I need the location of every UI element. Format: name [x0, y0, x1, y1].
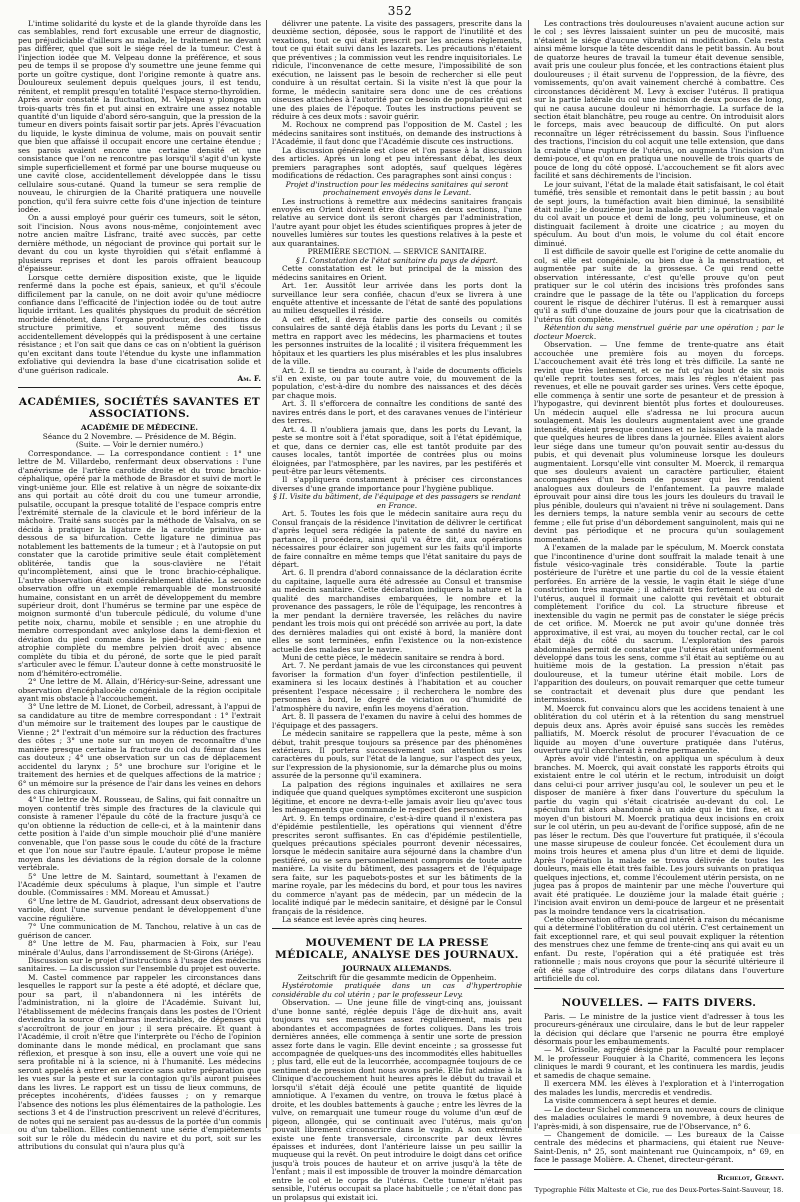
article-paragraph: A l'examen de la malade par le spéculum, M. Moerck constata que l'incontinence d'urine dont souffrait la malade tenait à une fistule vésico-vaginale très considérable. Toute la partie postérieure de l'urètre et une partie du col de la vessie étaient perforées. En arrière de la vessie, le vagin était le siége d'une constriction très marquée ; il adhérait très fortement au col de l'utérus, auquel il formait une calotte qui revêtait et obturait complètement l'orifice du col. La structure fibreuse et inextensible du vagin ne permit pas de constater le siége précis de cet orifice. M. Moerck ne put avoir qu'une donnée très approximative, il est vrai, au moyen du toucher rectal, car le col était déjà du côté du sacrum. L'exploration des parois abdominales permit de constater que l'utérus était uniformément développé dans tous les sens, comme s'il était au septième ou au huitième mois de la gestation. La pression n'était pas douloureuse, et la tumeur utérine était mobile. Lors de l'apparition des douleurs, on pouvait remarquer que cette tumeur se contractait et devenait plus dure que pendant les intermissions. — [534, 543, 784, 705]
news-item: — M. Grisolle, agrégé désigné par la Faculté pour remplacer M. le professeur Fouquier à la Charité, commencera les leçons cliniques le mardi 9 courant, et les continuera les mardis, jeudis et samedis de chaque semaine. — [534, 1045, 784, 1080]
footer-divider — [534, 1169, 784, 1170]
article-paragraph: Art. 5. Toutes les fois que le médecin sanitaire aura reçu du Consul français de la résidence l'invitation de délivrer le certificat d'après lequel sera rédigée la patente de santé du navire en partance, il procédera, ainsi qu'il va être dit, aux opérations nécessaires pour éclairer son jugement sur les faits qu'il importe de faire connaître en même temps que l'état sanitaire du pays de départ. — [272, 509, 522, 569]
article-title: Hystérotomie pratiquée dans un cas d'hypertrophie considérable du col utérin ; par le professeur Levy. — [272, 981, 522, 999]
news-item: — Changement de domicile. — Les bureaux de la Caisse centrale des médecins et pharmaciens, qui étaient rue Neuve-Saint-Denis, n° 25, sont maintenant rue Quincampoix, n° 69, en face le passage Molière. A. Chenet, directeur-gérant. — [534, 1130, 784, 1165]
suite-note: (Suite. — Voir le dernier numéro.) — [75, 440, 204, 450]
journals-label: JOURNAUX ALLEMANDS. — [342, 964, 452, 974]
subsection-title: § II. Visite du bâtiment, de l'équipage et des passagers se rendant en France. — [273, 492, 521, 510]
article-paragraph: Correspondance. — La correspondance contient : 1° une lettre de M. Villardebo, renfermant deux observations : l'une d'anévrisme de l'artère carotide droite et du tronc brachio-céphalique, opéré par la méthode de Brasdor et suivi de mort le vingt-unième jour. Elle est relative à un nègre de soixante-dix ans qui portait au côté droit du cou une tumeur arrondie, pulsatile, occupant la presque totalité de l'espace compris entre l'extrémité sternale de la clavicule et le bord inférieur de la mâchoire. Traité sans succès par la méthode de Valsalva, on se décida à pratiquer la ligature de la carotide primitive au-dessous de sa bifurcation. Cette ligature ne diminua pas notablement les battements de la tumeur ; et à l'autopsie on put constater que la carotide primitive seule était complètement oblitérée, tandis que la sous-clavière ne l'était qu'incomplètement, ainsi que le tronc brachio-céphalique. L'autre observation était considérablement dilatée. La seconde observation offre un exemple remarquable de monstruosité humaine, consistant en un arrêt de développement du membre supérieur droit, dont l'humérus se termine par une espèce de moignon surmonté d'un tubercule pédiculé, du volume d'une petite noix, charnu, mobile et sensible ; en une atrophie du membre correspondant avec ankylose dans la demi-flexion et déviation du pied comme dans le pied-bot équin ; en une atrophie complète du membre pelvien droit avec absence complète du tibia et du péroné, de sorte que le pied paraît s'articuler avec le fémur. L'auteur donne à cette monstruosité le nom d'hémitéro-ectromélie. — [18, 448, 261, 678]
article-paragraph: Il est difficile de savoir quelle est l'origine de cette anomalie du col, si elle est congéniale, ou bien due à la menstruation, et augmentée par suite de la grossesse. Ce qui rend cette observation intéressante, c'est qu'elle prouve qu'on peut pratiquer sur le col utérin des incisions très profondes sans craindre que le passage de la tête ou l'application du forceps courent le risque de déchirer l'utérus. Il est à remarquer aussi qu'il a suffi d'une douzaine de jours pour que la cicatrisation de l'utérus fût complète. — [534, 247, 784, 324]
instruction-title: Projet d'instruction pour les médecins sanitaires qui seront prochainement envoyés dans le Levant. — [285, 179, 509, 198]
gerant-signature: Richelot, Gérant. — [717, 1172, 784, 1182]
article-paragraph: Les contractions très douloureuses n'avaient aucune action sur le col ; ses lèvres laissaient suinter un peu de mucosité, mais n'étaient le siége d'aucune vibration ni modification. Cela resta ainsi même lorsque la tête descendit dans le petit bassin. Au bout de quatorze heures de travail la tumeur était devenue sensible, avait pris une couleur plus foncée, et les contractions étaient plus douloureuses ; il était survenu de l'oppression, de la fièvre, des vomissements, qu'on avait vainement cherché à combattre. Ces circonstances décidèrent M. Levy à exciser l'utérus. Il pratiqua sur la partie latérale du col une incision de deux pouces de long, qui ne causa aucune douleur ni hémorrhagie. La surface de la section était blanchâtre, peu rouge au centre. On introduisit alors le forceps, mais avec beaucoup de difficulté. On put alors reconnaître un léger rétrécissement du bassin. Sous l'influence des tractions, l'incision du col acquit une telle extension, que dans la crainte d'une rupture de l'utérus, on augmenta l'incision d'un demi-pouce, et qu'on en pratiqua une nouvelle de trois quarts de pouce de long du côté opposé. L'accouchement se fit alors avec facilité et sans déchirements de l'incision. — [534, 19, 784, 181]
article-paragraph: Observation. — Une jeune fille de vingt-cinq ans, jouissant d'une bonne santé, réglée depuis l'âge de dix-huit ans, avait toujours vu ses menstrues assez régulièrement, mais peu abondantes et accompagnées de fortes coliques. Dans les trois dernières années, elle commença à sentir une sorte de pression assez forte dans le vagin. Elle devint enceinte ; sa grossesse fut accompagnée de quelques-uns des incommodités elles habituelles ; plus tard, elle eut de la leucorrhée, accompagnée toujours de ce sentiment de pression dont nous avons parlé. Elle fut admise à la Clinique d'accouchement huit heures après le début du travail et lorsqu'il s'était déjà écoulé une petite quantité de liquide amniotique. A l'examen du ventre, on trouva le fœtus placé à droite, et les doubles battements à gauche ; entre les lèvres de la vulve, on remarquait une tumeur rouge du volume d'un œuf de pigeon, allongée, qui se continuait avec l'utérus, mais qu'on pouvait librement circonscrire dans le vagin. A son extrémité existe une fente transversale, circonscrite par deux lèvres épaisses et indurées, dont l'antérieure laisse un peu saillir la muqueuse qui la revêt. On peut introduire le doigt dans cet orifice jusqu'à trois pouces de hauteur et on arrive jusqu'à la tête de l'enfant ; mais il est impossible de trouver la moindre démarcation entre le col et le corps de l'utérus. Cette tumeur n'était pas sensible, l'utérus occupait sa place habituelle ; ce n'était donc pas un prolapsus qui existait ici. — [272, 998, 522, 1202]
article-paragraph: 5° Une lettre de M. Saintard, soumettant à l'examen de l'Académie deux spéculums à plaque, l'un simple et l'autre double. (Commissaires : MM. Moreau et Amussat.) — [18, 871, 261, 898]
news-item: Paris. — Le ministre de la justice vient d'adresser à tous les procureurs-généraux une circulaire, dans le but de leur rappeler la décision qui déclare que l'arsenic ne pourra être employé désormais pour les embaumements. — [534, 1011, 784, 1047]
session-info: Séance du 2 Novembre. — Présidence de M. Bégin. — [42, 431, 237, 441]
academy-title: ACADÉMIE DE MÉDECINE. — [80, 423, 199, 433]
article-paragraph: Art. 9. En temps ordinaire, c'est-à-dire quand il n'existera pas d'épidémie pestilentielle, les opérations qui viennent d'être prescrites seront suffisantes. En cas d'épidémie pestilentielle, quelques précautions spéciales pourront devenir nécessaires, lorsque le médecin sanitaire aura séjourné dans la chambre d'un pestiféré, ou se sera personnellement compromis de toute autre manière. La visite du bâtiment, des passagers et de l'équipage sera faite, sur les paquebots-postes et sur les bâtiments de la marine royale, par les médecins du bord, et pour tous les navires du commerce n'ayant pas de médecin, par un médecin de la localité indiqué par le médecin sanitaire, et désigné par le Consul français de la résidence. — [272, 813, 522, 916]
article-paragraph: 7° Une communication de M. Tanchou, relative à un cas de guérison de cancer. — [18, 922, 261, 940]
news-item: La visite commencera à sept heures et demie. — [544, 1096, 717, 1106]
column-left — [18, 19, 261, 1151]
article-paragraph: Lorsque cette dernière disposition existe, que le liquide renfermé dans la poche est épais, sanieux, et qu'il s'écoule difficilement par la canule, on ne doit avoir qu'une médiocre confiance dans l'efficacité de l'injection iodée ou de tout autre liquide irritant. Les qualités physiques du produit de sécrétion morbide dénotent, dans l'organe producteur, des conditions de structure primitive, et souvent même des tissus accidentellement développés qui la prédisposent à une certaine résistance ; et l'on sait que dans ce cas on n'obtient la guérison qu'en excitant dans toute l'étendue du kyste une inflammation exfoliative qui deviendra la base d'une cicatrisation solide et d'une guérison radicale. — [18, 272, 261, 375]
article-paragraph: Le jour suivant, l'état de la malade était satisfaisant, le col était tuméfié, très sensible et remontait dans le petit bassin ; au bout de sept jours, la tuméfaction avait bien diminué, la sensibilité était nulle ; le douzième jour la malade sortit ; la portion vaginale du col avait un pouce et demi de long, peu volumineuse, et on distinguait facilement à droite une cicatrice ; au moyen du spéculum. Au bout d'un mois, le volume du col était encore diminué. — [534, 179, 784, 248]
column-rule-left — [266, 20, 267, 1128]
article-paragraph: Art. 3. Il s'efforcera de connaître les conditions de santé des navires entrés dans le port, et des caravanes venues de l'intérieur des terres. — [272, 399, 522, 426]
section-divider — [18, 387, 261, 388]
article-paragraph: Observation. — Une femme de trente-quatre ans était accouchée une première fois au moyen du forceps. L'accouchement avait été très long et très difficile. La santé ne revint que très lentement, et ce ne fut qu'au bout de six mois qu'elle reprit toutes ses forces, mais les règles n'étaient pas revenues, et elle ne pouvait garder ses urines. Vers cette époque, elle commença à sentir une sorte de pesanteur et de pression à l'hypogastre, qui devinrent bientôt plus fortes et douloureuses. Un médecin auquel elle s'adressa ne lui procura aucun soulagement. Mais les douleurs augmentaient avec une grande intensité, étaient presque continues et ne laissaient à la malade que quelques heures de libres dans la journée. Elles avaient alors leur siége dans une tumeur qu'on pouvait sentir au-dessus du pubis, et qui devenait plus volumineuse lorsque les douleurs augmentaient. Lorsqu'elle vint consulter M. Moerck, il remarqua que ses douleurs avaient un caractère particulier, étaient accompagnées d'un besoin de pousser qui les rendaient analogues aux douleurs de l'enfantement. La pauvre malade éprouvait pour ainsi dire tous les jours les douleurs du travail le plus pénible, douleurs qui n'avaient ni trêve ni soulagement. Dans les derniers temps, la nature sembla venir au secours de cette femme ; elle fut prise d'un débordement sanguinolent, mais qui ne devint pas périodique et ne procura qu'un soulagement momentané. — [534, 340, 784, 544]
news-item: — Le docteur Sichel commencera un nouveau cours de clinique des maladies oculaires le mardi 9 novembre, à deux heures de l'après-midi, à son dispensaire, rue de l'Observance, n° 6. — [534, 1104, 784, 1131]
news-item: Il exercera MM. les élèves à l'exploration et à l'interrogation des malades les lundis, mercredis et vendredis. — [534, 1079, 784, 1097]
article-paragraph: Discussion sur le projet d'instructions à l'usage des médecins sanitaires. — La discussion sur l'ensemble du projet est ouverte. — [18, 956, 261, 974]
section-title: PREMIÈRE SECTION. — SERVICE SANITAIRE. — [307, 247, 487, 257]
article-paragraph: Cette observation offre un grand intérêt à raison du mécanisme qui a déterminé l'oblitération du col utérin. C'est certainement un fait exceptionnel rare, et qui seul pouvait expliquer la rétention des menstrues chez une femme de trente-cinq ans qui avait eu un enfant. Du reste, l'opération qui a été pratiquée est très rationnelle ; mais nous croyons que pour la sécurité ultérieure il eût été sage d'introduire des corps dilatans dans l'ouverture artificielle du col. — [534, 915, 784, 984]
article-paragraph: Muni de cette pièce, le médecin sanitaire se rendra à bord. — [282, 652, 505, 662]
article-paragraph: 6° Une lettre de M. Gaudriot, adressant deux observations de variole, dont l'une survenue pendant le développement d'une vaccine régulière. — [18, 896, 261, 923]
article-paragraph: Les instructions à remettre aux médecins sanitaires français envoyés en Orient doivent être divisées en deux sections, l'une relative au service dont ils seront chargés par l'administration, l'autre ayant pour objet les études scientifiques propres à jeter de nouvelles lumières sur toutes les questions relatives à la peste et aux quarantaines. — [272, 196, 522, 248]
article-paragraph: M. Moerck fut convaincu alors que les accidens tenaient à une oblitération du col utérin et à la rétention du sang menstruel depuis deux ans. Après avoir épuisé sans succès les remèdes palliatifs, M. Moerck résolut de procurer l'évacuation de ce liquide au moyen d'une ouverture pratiquée dans l'utérus, ouverture qu'il chercherait à rendre permanente. — [534, 703, 784, 755]
column-right — [534, 19, 784, 1195]
article-paragraph: Il s'appliquera constamment à préciser ces circonstances diverses d'une grande importance pour l'hygiène publique. — [272, 475, 522, 493]
column-middle — [272, 19, 522, 1202]
article-paragraph: 2° Une lettre de M. Allain, d'Héricy-sur-Seine, adressant une observation d'encéphalocèle congéniale de la région occipitale ayant mis obstacle à l'accouchement. — [18, 677, 261, 703]
column-rule-right — [528, 20, 529, 1128]
article-paragraph: Art. 6. Il prendra d'abord connaissance de la déclaration écrite du capitaine, laquelle aura été adressée au Consul et transmise au médecin sanitaire. Cette déclaration indiquera la nature et la qualité des marchandises embarquées, le nombre et la provenance des passagers, le rôle de l'équipage, les rencontres à la mer pendant la dernière traversée, les relâches du navire pendant les trois mois qui ont précédé son arrivée au port, la date des dernières maladies qui ont existé à bord, la manière dont elles se sont terminées, enfin l'existence ou la non-existence actuelle des malades sur le navire. — [272, 568, 522, 654]
article-paragraph: Le médecin sanitaire se rappellera que la peste, même à son début, trahit presque toujours sa présence par des phénomènes extérieurs. Il portera successivement son attention sur les caractères du pouls, sur l'état de la langue, sur l'aspect des yeux, sur l'expression de la physionomie, sur la démarche plus ou moins assurée de la personne qu'il examinera. — [272, 729, 522, 781]
article-paragraph: L'intime solidarité du kyste et de la glande thyroïde dans les cas semblables, rend fort excusable une erreur de diagnostic, peu préjudiciable d'ailleurs au malade, le traitement ne devant pas différer, quel que soit le siége réel de la tumeur. C'est à l'injection iodée que M. Velpeau donne la préférence, et sous peu de temps il se propose d'y soumettre une jeune femme qui porte un goître cystique, dont l'origine remonte à quatre ans. Douloureux seulement depuis quelques jours, il est tendu, rénitent, et remplit presqu'en totalité l'espace sterno-thyroïdien. Après avoir constaté la fluctuation, M. Velpeau y plongea un trois-quarts très fin et put ainsi en extraire une assez notable quantité d'un liquide d'abord séro-sanguin, que la pression de la tumeur en divers points faisait sortir par jets. Après l'évacuation du liquide, le kyste diminua de volume, mais on pouvait sentir que bien que affaissé il occupait encore une certaine étendue ; ses parois avaient encore une certaine densité et une consistance que l'on ne rencontre pas lorsqu'il s'agit d'un kyste simple superficiellement et formé par une bourse muqueuse ou une cavité close, accidentellement développée dans le tissu cellulaire sous-cutané. Quand la tumeur se sera remplie de nouveau, le chirurgien de la Charité pratiquera une nouvelle ponction, qu'il fera suivre cette fois d'une injection de teinture iodée. — [18, 19, 261, 214]
article-paragraph: Après avoir vidé l'intestin, on appliqua un spéculum à deux branches. M. Moerck, qui avait constaté les rapports étroits qui existaient entre le col utérin et le rectum, introduisit un doigt dans celui-ci pour arriver jusqu'au col, le soulever un peu et le disposer de manière à fixer dans l'ouverture du spéculum la partie du vagin qui s'était cicatrisée au-devant du col. Le spéculum fut alors abandonné à un aide qui le tint fixe, et au moyen d'un bistouri M. Moerck pratiqua deux incisions en croix sur le col utérin, un peu au-devant de l'orifice supposé, afin de ne pas léser le rectum. Dès que l'ouverture fut pratiquée, il s'écoula une masse sirupeuse de couleur foncée. Cet écoulement dura un moins trois heures et amena plus d'un litre et demi de liquide. Après l'opération la malade se trouva délivrée de toutes les douleurs, mais elle était très faible. Les jours suivants on pratiqua quelques injections, et, comme l'écoulement utérin persista, on ne jugea pas à propos de maintenir par une mèche l'ouverture qui avait été pratiquée. Le douzième jour la malade était guérie ; l'incision avait environ un demi-pouce de largeur et ne présentait pas la moindre tendance vers la cicatrisation. — [534, 754, 784, 916]
article-paragraph: La séance est levée après cinq heures. — [282, 915, 427, 925]
section-heading-academies: ACADÉMIES, SOCIÉTÉS SAVANTES ET ASSOCIATIONS. — [18, 396, 261, 421]
article-title: Rétention du sang menstruel guérie par une opération ; par le docteur Moerck. — [534, 323, 784, 341]
article-paragraph: Art. 8. Il passera de l'examen du navire à celui des hommes de l'équipage et des passagers. — [272, 712, 522, 730]
subsection-title: § I. Constatation de l'état sanitaire du pays de départ. — [295, 255, 499, 265]
article-paragraph: La palpation des régions inguinales et axillaires ne sera indiquée que quand quelques symptômes exciteront une suspicion légitime, et encore ne devra-t-elle jamais avoir lieu qu'avec tous les ménagements que commande le respect des personnes. — [272, 779, 522, 815]
article-paragraph: 4° Une lettre de M. Rousseau, de Salins, qui fait connaître un moyen contentif très simple des fractures de la clavicule qui consiste à ramener l'épaule du côté de la fracture jusqu'à ce qu'on obtienne la réduction de celle-ci, et à la maintenir dans cette position à l'aide d'un simple mouchoir plié d'une manière convenable, que l'on passe sous le coude du côté de la fracture et que l'on noue sur l'autre épaule. L'auteur propose le même moyen dans les déviations de la région dorsale de la colonne vertébrale. — [18, 795, 261, 873]
section-divider — [272, 928, 522, 929]
section-heading-nouvelles: NOUVELLES. — FAITS DIVERS. — [561, 996, 757, 1009]
section-heading-presse: MOUVEMENT DE LA PRESSE MÉDICALE, ANALYSE DES JOURNAUX. — [275, 937, 519, 962]
article-paragraph: délivrer une patente. La visite des passagers, prescrite dans la deuxième section, déposée, sous le rapport de l'inutilité et des vexations, tout ce qui était prescrit par les anciens règlements, tout ce qui était suivi dans les lazarets. Les précautions n'étaient que préventives ; la commission veut les rendre inquisitoriales. Le ridicule, l'inconvenance de cette mesure, l'impossibilité de son exécution, ne laissent pas le besoin de rechercher si elle peut conduire à un résultat certain. Si la visite n'est là que pour la forme, le médecin sanitaire sera donc une de ces créations oiseuses attachées à l'autorité par ce besoin de popularité qui est une des plaies de l'époque. Toutes les instructions peuvent se réduire à ces deux mots : savoir guérir. — [272, 19, 522, 121]
article-paragraph: Cette constatation est le but principal de la mission des médecins sanitaires en Orient. — [272, 264, 522, 282]
article-paragraph: A cet effet, il devra faire partie des conseils ou comités consulaires de santé déjà établis dans les ports du Levant ; il se mettra en rapport avec les médecins, les pharmaciens et toutes les personnes instruites de la localité ; il visitera fréquemment les hôpitaux et les quartiers les plus misérables et les plus insalubres de la ville. — [272, 314, 522, 367]
article-paragraph: M. Rochoux ne comprend pas l'opposition de M. Castel ; les médecins sanitaires sont institués, on demande des instructions à l'Académie, il faut donc que l'Académie discute ces instructions. — [272, 120, 522, 147]
article-paragraph: La discussion générale est close et l'on passe à la discussion des articles. Après un long et peu intéressant débat, les deux premiers paragraphes sont adoptés, sauf quelques légères modifications de rédaction. Ces paragraphes sont ainsi conçus : — [272, 145, 522, 181]
printer-imprint: Typographie Félix Malteste et Cie, rue des Deux-Portes-Saint-Sauveur, 18. — [534, 1186, 784, 1195]
article-paragraph: On a aussi employé pour guérir ces tumeurs, soit le séton, soit l'incision. Nous avons nous-même, conjointement avec notre ancien maître Lisfranc, traité avec succès, par cette dernière méthode, un négociant de province qui portait sur le devant du cou un kyste thyroïdien qui s'était enflammé à plusieurs reprises et dont les parois offraient beaucoup d'épaisseur. — [18, 213, 261, 274]
article-paragraph: M. Castel commence par rappeler les circonstances dans lesquelles le rapport sur la peste a été adopté, et déclare que, pour sa part, il n'abandonnera ni les intérêts de l'administration, ni la gloire de l'Académie. Suivant lui, l'établissement de médecins français dans les postes de l'Orient deviendra la source d'embarras inextricables, de dépenses qui s'accroîtront de jour en jour ; il sera précaire. Et quant à l'Académie, il croit n'être que l'interprète ou l'écho de l'opinion dominante dans le monde médical, en proclamant que sans réflexion, et presque à son insu, elle a ouvert une voie qui ne sera profitable ni à la science, ni à l'humanité. Les médecins seront appelés à entrer en exercice sans autre préparation que les vues sur la peste et sur la contagion qu'ils auront puisées dans les livres. Le rapport est un tissu de lieux communs, de préceptes incohérents, d'idées fausses ; on y remarque l'absence des notions les plus élémentaires de la pathologie. Les sections 3 et 4 de l'instruction prescrivent un relevé d'écritures, de notes qui ne seraient pas au-dessus de la portée d'un commis ou d'un tabellion. Elles contiennent une série d'empiètements soit sur le rôle du médecin du navire et du port, soit sur les attributions du consulat qui n'aura plus qu'à — [18, 972, 261, 1151]
article-paragraph: Art. 7. Ne perdant jamais de vue les circonstances qui peuvent favoriser la formation d'un foyer d'infection pestilentielle, il examinera si les locaux destinés à l'habitation et au coucher présentent l'espace nécessaire ; il recherchera le nombre des personnes à bord, le degré de viciation ou d'humidité de l'atmosphère du navire, enfin les moyens d'aération. — [272, 661, 522, 713]
page-number: 352 — [387, 4, 413, 18]
author-signature: Am. F. — [237, 374, 261, 384]
article-paragraph: 8° Une lettre de M. Fau, pharmacien à Foix, sur l'eau minérale d'Aulus, dans l'arrondissement de St-Girons (Ariége). — [18, 939, 261, 957]
article-paragraph: Art. 1er. Aussitôt leur arrivée dans les ports dont la surveillance leur sera confiée, chacun d'eux se livrera à une enquête attentive et incessante de l'état de santé des populations au milieu desquelles il réside. — [272, 281, 522, 316]
journal-name: Zeitschrift für die gesammte medicin de Oppenheim. — [297, 972, 497, 982]
section-divider — [534, 988, 784, 989]
article-paragraph: Art. 4. Il n'oubliera jamais que, dans les ports du Levant, la peste se montre soit à l'état sporadique, soit à l'état épidémique, et que, dans ce dernier cas, elle est tantôt produite par des causes locales, tantôt importée de contrées plus ou moins éloignées, par l'atmosphère, par les navires, par les pestiférés et peut-être par leurs vêtements. — [272, 424, 522, 477]
article-paragraph: 3° Une lettre de M. Lionet, de Corbeil, adressant, à l'appui de sa candidature au titre de membre correspondant : 1° l'extrait d'un mémoire sur le traitement des loupes par le caustique de Vienne ; 2° l'extrait d'un mémoire sur la réduction des fractures des côtes ; 3° une note sur un moyen de reconnaître d'une manière presque certaine la fracture du col du fémur dans les cas douteux ; 4° une observation sur un cas de déplacement accidentel du larynx ; 5° une brochure sur l'origine et le traitement des hernies et de quelques affections de la matrice ; 6° un mémoire sur la présence de l'air dans les veines en dehors des cas chirurgicaux. — [18, 702, 261, 796]
article-paragraph: Art. 2. Il se tiendra au courant, à l'aide de documents officiels s'il en existe, ou par toute autre voie, du mouvement de la population, c'est-à-dire du nombre des naissances et des décès par chaque mois. — [272, 365, 522, 400]
